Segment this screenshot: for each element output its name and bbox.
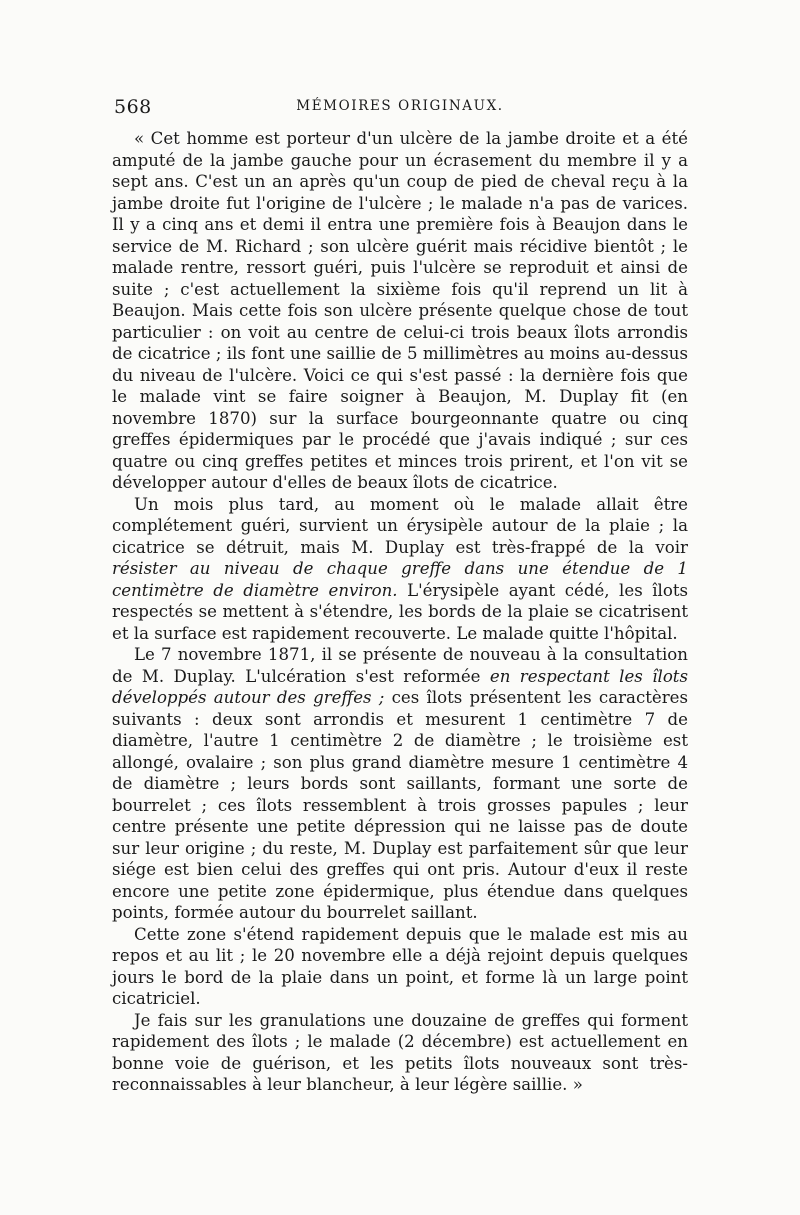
paragraph-3 [112, 644, 688, 924]
paragraph-2-text-a: Un mois plus tard, au moment où le malade allait être complétement guéri, survient un érysipèle autour de la plaie ; la cicatrice se détruit, mais M. Duplay est très-frappé de la voir [112, 494, 688, 557]
paragraph-3-text-c: ces îlots présentent les caractères suivants : deux sont arrondis et mesurent 1 centimètre 7 de diamètre, l'autre 1 centimètre 2 de diamètre ; le troisième est allongé, ovalaire ; son plus grand diamètre mesure 1 centimètre 4 de diamètre ; leurs bords sont saillants, formant une sorte de bourrelet ; ces îlots ressemblent à trois grosses papules ; leur centre présente une petite dépression qui ne laisse pas de doute sur leur origine ; du reste, M. Duplay est parfaitement sûr que leur siége est bien celui des greffes qui ont pris. Autour d'eux il reste encore une petite zone épidermique, plus étendue dans quelques points, formée autour du bourrelet saillant. [112, 688, 688, 922]
paragraph-3-italic: en respectant les îlots développés autour des greffes ; [112, 666, 688, 707]
paragraph-3-text-a: Le 7 novembre 1871, il se présente de nouveau à la consultation de M. Duplay. L'ulcération s'est reformée [112, 645, 688, 686]
paragraph-2-italic: résister au niveau de chaque greffe dans une étendue de 1 centimètre de diamètre environ. [112, 559, 688, 600]
page-header [114, 96, 686, 122]
paragraph-2-text-c: L'érysipèle ayant cédé, les îlots respectés se mettent à s'étendre, les bords de la plaie se cicatrisent et la surface est rapidement recouverte. Le malade quitte l'hôpital. [112, 580, 688, 643]
paragraph-5: Je fais sur les granulations une douzaine de greffes qui forment rapidement des îlots ; le malade (2 décembre) est actuellement en bonne voie de guérison, et les petits îlots nouveaux sont très-reconnaissables à leur blancheur, à leur légère saillie. » [112, 1010, 688, 1094]
paragraph-1: « Cet homme est porteur d'un ulcère de la jambe droite et a été amputé de la jambe gauche pour un écrasement du membre il y a sept ans. C'est un an après qu'un coup de pied de cheval reçu à la jambe droite fut l'origine de l'ulcère ; le malade n'a pas de varices. Il y a cinq ans et demi il entra une première fois à Beaujon dans le service de M. Richard ; son ulcère guérit mais récidive bientôt ; le malade rentre, ressort guéri, puis l'ulcère se reproduit et ainsi de suite ; c'est actuellement la sixième fois qu'il reprend un lit à Beaujon. Mais cette fois son ulcère présente quelque chose de tout particulier : on voit au centre de celui-ci trois beaux îlots arrondis de cicatrice ; ils font une saillie de 5 millimètres au moins au-dessus du niveau de l'ulcère. Voici ce qui s'est passé : la dernière fois que le malade vint se faire soigner à Beaujon, M. Duplay fit (en novembre 1870) sur la surface bourgeonnante quatre ou cinq greffes épidermiques par le procédé que j'avais indiqué ; sur ces quatre ou cinq greffes petites et minces trois prirent, et l'on vit se développer autour d'elles de beaux îlots de cicatrice. [112, 129, 688, 492]
page-number: 568 [114, 96, 152, 118]
running-title: MÉMOIRES ORIGINAUX. [296, 98, 504, 114]
body-text [112, 128, 688, 1096]
paragraph-2 [112, 494, 688, 645]
paragraph-4: Cette zone s'étend rapidement depuis que le malade est mis au repos et au lit ; le 20 novembre elle a déjà rejoint depuis quelques jours le bord de la plaie dans un point, et forme là un large point cicatriciel. [112, 924, 688, 1008]
